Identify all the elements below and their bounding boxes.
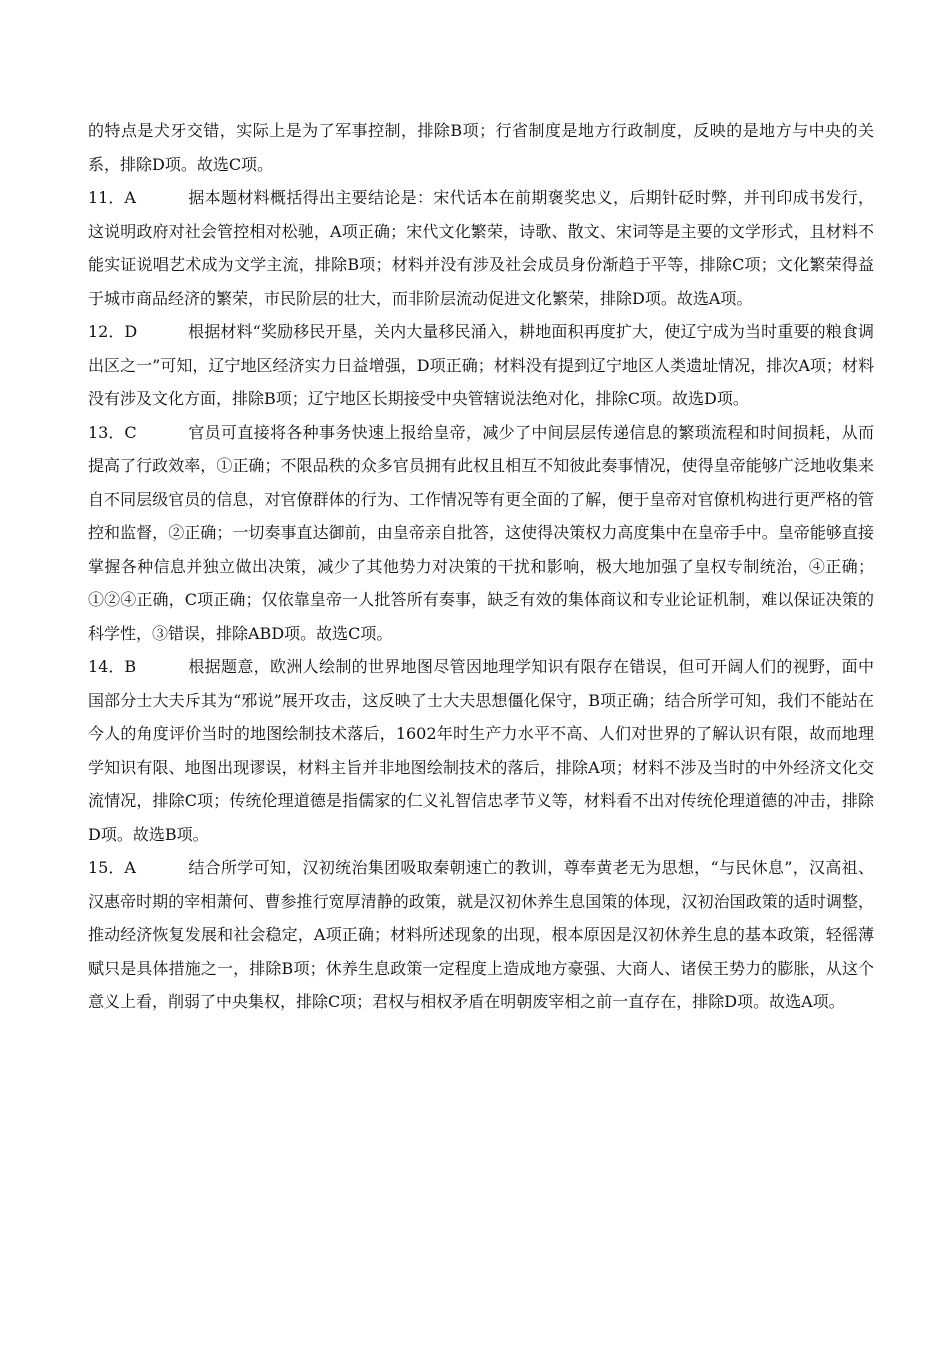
answer-item-12 <box>88 315 874 416</box>
answer-explanation: 据本题材料概括得出主要结论是：宋代话本在前期褒奖忠义，后期针砭时弊，并刊印成书发行，这说明政府对社会管控相对松驰，A项正确；宋代文化繁荣，诗歌、散文、宋词等是主要的文学形式，且材料不能实证说唱艺术成为文学主流，排除B项；材料并没有涉及社会成员身份渐趋于平等，排除C项；文化繁荣得益于城市商品经济的繁荣，市民阶层的壮大，而非阶层流动促进文化繁荣，排除D项。故选A项。 <box>88 188 874 308</box>
document-page <box>88 114 874 1019</box>
answer-item-15 <box>88 851 874 1019</box>
answer-label: 14．B <box>88 657 137 676</box>
answer-explanation: 官员可直接将各种事务快速上报给皇帝，减少了中间层层传递信息的繁琐流程和时间损耗，从而提高了行政效率，①正确；不限品秩的众多官员拥有此权且相互不知彼此奏事情况，使得皇帝能够广泛地收集来自不同层级官员的信息，对官僚群体的行为、工作情况等有更全面的了解，便于皇帝对官僚机构进行更严格的管控和监督，②正确；一切奏事直达御前，由皇帝亲自批答，这使得决策权力高度集中在皇帝手中。皇帝能够直接掌握各种信息并独立做出决策，减少了其他势力对决策的干扰和影响，极大地加强了皇权专制统治，④正确；①②④正确，C项正确；仅依靠皇帝一人批答所有奏事，缺乏有效的集体商议和专业论证机制，难以保证决策的科学性，③错误，排除ABD项。故选C项。 <box>88 422 874 643</box>
answer-explanation: 根据材料“奖励移民开垦，关内大量移民涌入，耕地面积再度扩大，使辽宁成为当时重要的粮食调出区之一”可知，辽宁地区经济实力日益增强，D项正确；材料没有提到辽宁地区人类遗址情况，排次A项；材料没有涉及文化方面，排除B项；辽宁地区长期接受中央管辖说法绝对化，排除C项。故选D项。 <box>88 322 874 408</box>
answer-explanation: 结合所学可知，汉初统治集团吸取秦朝速亡的教训，尊奉黄老无为思想，“与民休息”，汉高祖、汉惠帝时期的宰相萧何、曹参推行宽厚清静的政策，就是汉初休养生息国策的体现，汉初治国政策的适时调整，推动经济恢复发展和社会稳定，A项正确；材料所述现象的出现，根本原因是汉初休养生息的基本政策，轻徭薄赋只是具体措施之一，排除B项；休养生息政策一定程度上造成地方豪强、大商人、诸侯王势力的膨胀，从这个意义上看，削弱了中央集权，排除C项；君权与相权矛盾在明朝废宰相之前一直存在，排除D项。故选A项。 <box>88 858 874 1011</box>
answer-label: 13．C <box>88 422 137 442</box>
answer-item-14 <box>88 650 874 851</box>
answer-item-11 <box>88 181 874 315</box>
answer-item-13 <box>88 416 874 651</box>
continuation-paragraph: 的特点是犬牙交错，实际上是为了军事控制，排除B项；行省制度是地方行政制度，反映的是地方与中央的关系，排除D项。故选C项。 <box>88 121 874 174</box>
answer-label: 15．A <box>88 858 136 877</box>
answer-label: 11．A <box>88 188 136 207</box>
answer-label: 12．D <box>88 322 138 341</box>
answer-explanation: 根据题意，欧洲人绘制的世界地图尽管因地理学知识有限存在错误，但可开阔人们的视野，面中国部分士大夫斥其为“邪说”展开攻击，这反映了士大夫思想僵化保守，B项正确；结合所学可知，我们不能站在今人的角度评价当时的地图绘制技术落后，1602年时生产力水平不高、人们对世界的了解认识有限，故而地理学知识有限、地图出现谬误，材料主旨并非地图绘制技术的落后，排除A项；材料不涉及当时的中外经济文化交流情况，排除C项；传统伦理道德是指儒家的仁义礼智信忠孝节义等，材料看不出对传统伦理道德的冲击，排除D项。故选B项。 <box>88 657 874 844</box>
